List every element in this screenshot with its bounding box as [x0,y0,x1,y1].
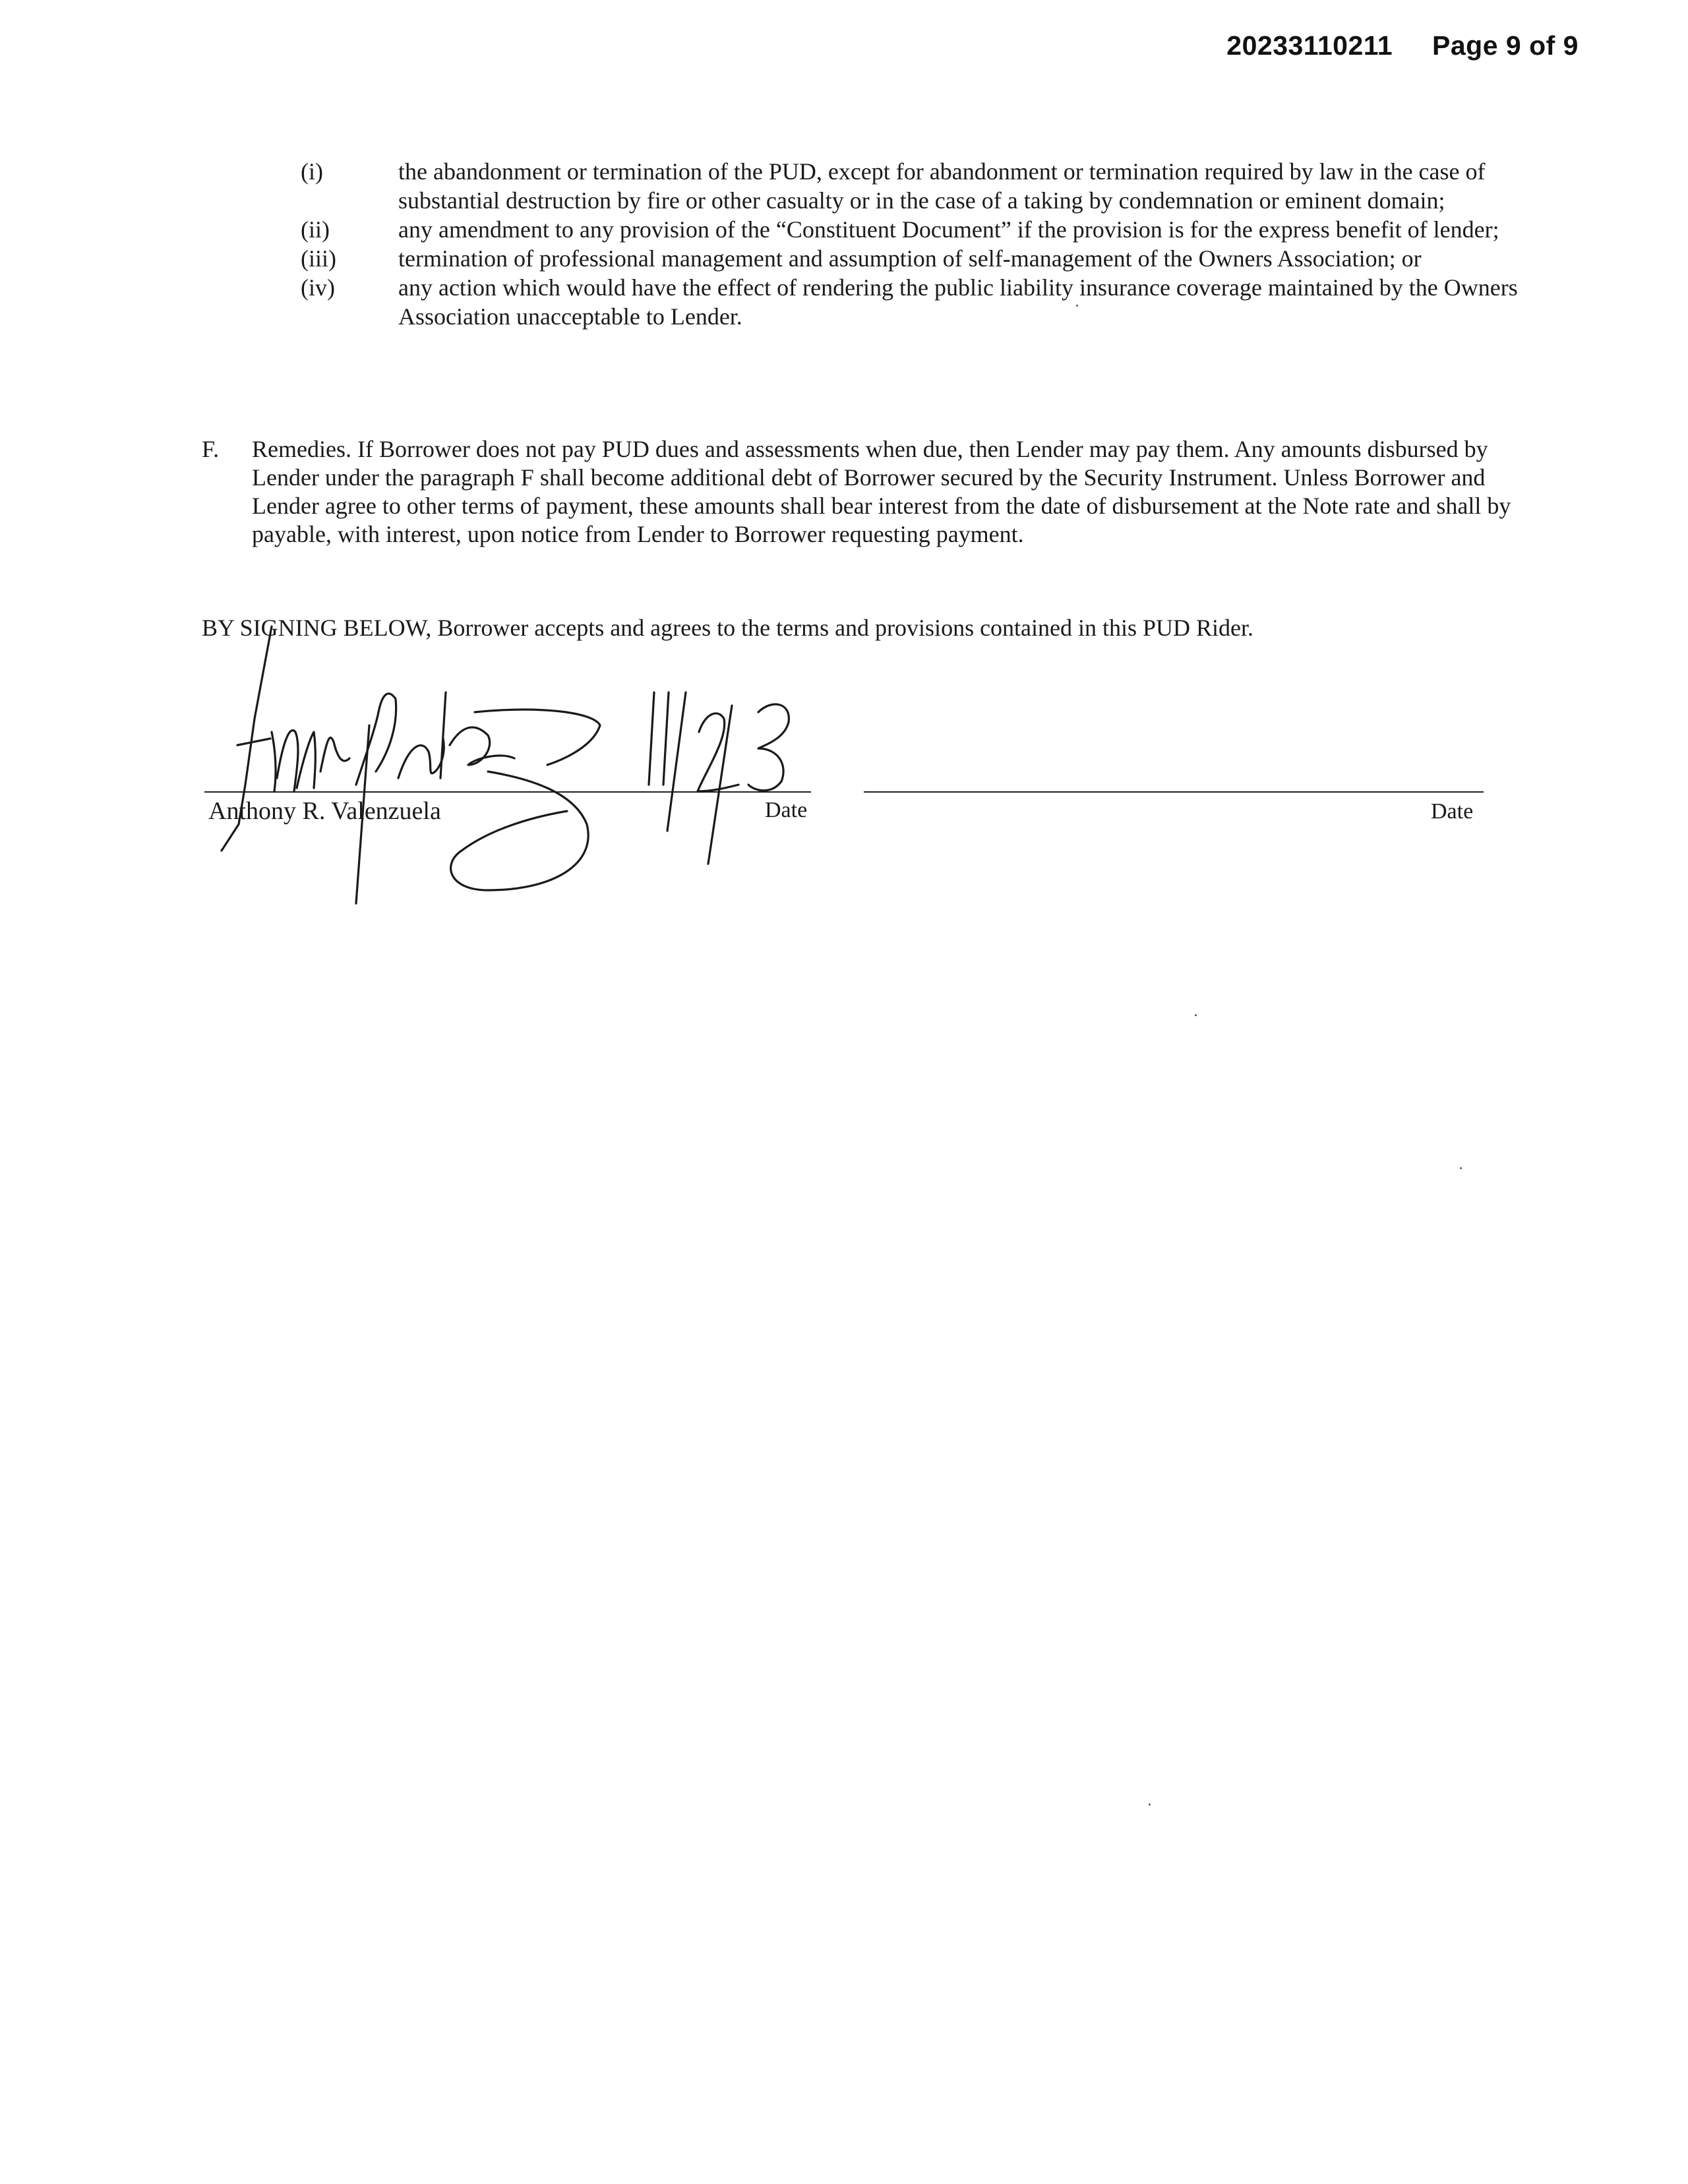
section-letter: F. [202,436,220,462]
scan-speck [1195,1014,1197,1016]
remedies-text: Remedies. If Borrower does not pay PUD dues and assessments when due, then Lender may pay them. Any amounts disbursed by Lender under the paragraph F shall become additional debt of Borrower secured by the Security Instrument. Unless Borrower and Lender agree to other terms of payment, these amounts shall bear interest from the date of disbursement at the Note rate and shall by payable, with interest, upon notice from Lender to Borrower requesting payment. [252,436,1511,547]
date-label-right: Date [1431,799,1474,824]
list-item [301,273,1553,331]
page-header [1226,30,1579,61]
page-label: Page 9 of 9 [1432,30,1579,61]
conditions-list [301,157,1553,331]
list-marker: (iii) [301,245,336,272]
list-marker: (i) [301,158,323,185]
list-text: termination of professional management and assumption of self-management of the Owners Association; or [398,245,1422,272]
scan-speck [1149,1804,1151,1805]
remedies-section [202,435,1553,549]
signer-name: Anthony R. Valenzuela [208,797,441,825]
list-text: any amendment to any provision of the “Constituent Document” if the provision is for the express benefit of lender; [398,216,1499,243]
co-borrower-signature-line [864,791,1484,793]
list-item [301,157,1553,215]
document-number: 20233110211 [1226,30,1393,61]
list-item [301,244,1553,273]
scan-speck [1076,305,1078,307]
signing-statement: BY SIGNING BELOW, Borrower accepts and agrees to the terms and provisions contained in this PUD Rider. [202,615,1254,641]
scan-speck [1460,1167,1462,1169]
list-marker: (iv) [301,274,335,301]
list-text: any action which would have the effect of rendering the public liability insurance coverage maintained by the Owners Association unacceptable to Lender. [398,274,1518,330]
borrower-signature-line [204,791,811,793]
list-marker: (ii) [301,216,330,243]
date-label-left: Date [765,798,808,822]
list-item [301,215,1553,244]
list-text: the abandonment or termination of the PUD, except for abandonment or termination required by law in the case of substantial destruction by fire or other casualty or in the case of a taking by condemnation or eminent domain; [398,158,1486,214]
